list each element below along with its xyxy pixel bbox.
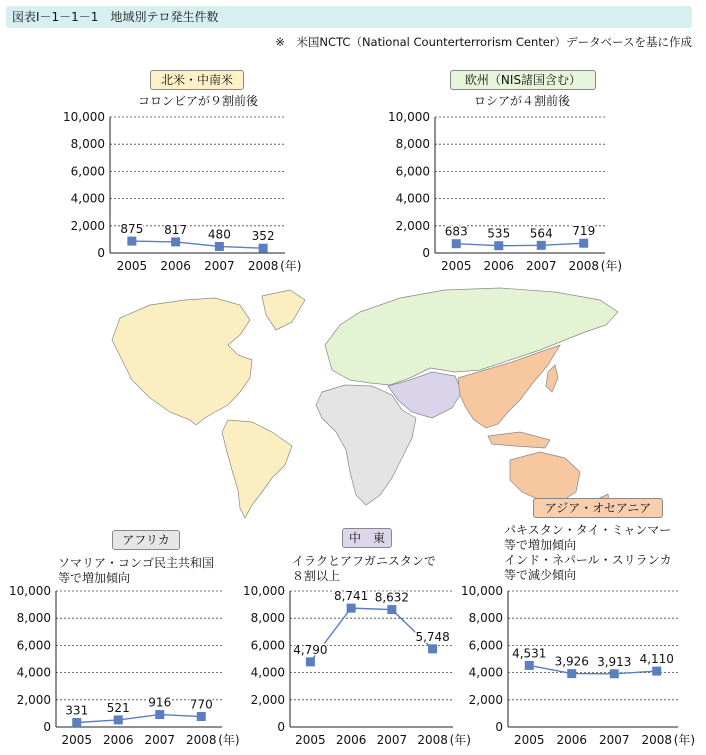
y-tick-label: 2,000 [468, 692, 503, 707]
data-label: 331 [65, 703, 89, 718]
x-tick-label: 2005 [440, 259, 472, 273]
x-tick-label: 2006 [483, 259, 515, 273]
data-point [525, 661, 534, 670]
data-label: 5,748 [415, 629, 450, 644]
data-point [347, 604, 356, 613]
data-label: 564 [529, 226, 553, 241]
region-note-europe: ロシアが４割前後 [474, 94, 571, 108]
y-tick-label: 4,000 [16, 665, 51, 680]
x-tick-label: 2007 [144, 733, 176, 747]
y-tick-label: 2,000 [16, 692, 51, 707]
x-tick-label: 2007 [204, 259, 235, 273]
x-tick-label: 2005 [116, 259, 148, 273]
data-point [72, 718, 81, 727]
y-tick-label: 4,000 [395, 191, 430, 206]
x-axis-unit: (年) [449, 733, 471, 747]
y-tick-label: 2,000 [70, 218, 105, 233]
region-note-africa: ソマリア・コンゴ民主共和国 等で増加傾向 [58, 556, 215, 585]
data-point [387, 605, 396, 614]
figure-title: 図表Ⅰ－1－1－1 地域別テロ発生件数 [6, 6, 692, 28]
x-tick-label: 2007 [376, 733, 408, 747]
data-label: 3,926 [554, 654, 589, 669]
data-label: 817 [164, 222, 188, 237]
y-tick-label: 10,000 [243, 584, 285, 598]
data-label: 480 [207, 227, 231, 242]
y-tick-label: 0 [277, 720, 285, 734]
data-point [567, 669, 576, 678]
x-tick-label: 2007 [598, 733, 630, 747]
data-label: 4,790 [293, 642, 328, 657]
x-tick-label: 2005 [61, 733, 93, 747]
y-tick-label: 4,000 [70, 191, 105, 206]
data-label: 4,110 [639, 652, 674, 667]
data-point [652, 667, 661, 676]
region-note-asia-oceania: パキスタン・タイ・ミャンマー 等で増加傾向 インド・ネパール・スリランカ 等で減少傾向 [504, 523, 672, 582]
x-tick-label: 2008 [185, 733, 217, 747]
y-tick-label: 10,000 [63, 110, 105, 124]
data-point [155, 710, 164, 719]
y-tick-label: 6,000 [395, 164, 430, 179]
data-point [428, 644, 437, 653]
data-point [259, 244, 268, 253]
data-label: 352 [251, 229, 275, 244]
x-tick-label: 2008 [641, 733, 673, 747]
y-tick-label: 8,000 [70, 137, 105, 152]
data-point [579, 239, 588, 248]
y-tick-label: 6,000 [468, 638, 503, 653]
y-tick-label: 0 [43, 720, 51, 734]
region-note-north-america: コロンビアが９割前後 [138, 94, 259, 108]
y-tick-label: 6,000 [70, 164, 105, 179]
region-label-africa: アフリカ [112, 530, 180, 550]
y-tick-label: 6,000 [16, 638, 51, 653]
x-axis-unit: (年) [600, 259, 623, 273]
x-tick-label: 2008 [247, 259, 279, 273]
source-note: ※ 米国NCTC（National Counterterrorism Center）データベースを基に作成 [275, 35, 692, 49]
y-tick-label: 2,000 [250, 692, 285, 707]
x-tick-label: 2006 [102, 733, 134, 747]
series-line [456, 243, 584, 246]
y-tick-label: 0 [97, 246, 105, 260]
data-label: 916 [148, 695, 172, 710]
y-tick-label: 10,000 [388, 110, 430, 124]
x-axis-unit: (年) [280, 259, 302, 273]
x-tick-label: 2008 [417, 733, 448, 747]
x-tick-label: 2008 [568, 259, 600, 273]
data-label: 683 [444, 224, 468, 239]
data-label: 521 [106, 700, 130, 715]
x-axis-unit: (年) [673, 733, 696, 747]
region-label-asia-oceania: アジア・オセアニア [533, 498, 663, 518]
data-label: 719 [572, 224, 596, 239]
y-tick-label: 2,000 [395, 218, 430, 233]
x-tick-label: 2005 [295, 733, 326, 747]
y-tick-label: 6,000 [250, 638, 285, 653]
x-tick-label: 2006 [556, 733, 588, 747]
y-tick-label: 0 [422, 246, 430, 260]
y-tick-label: 8,000 [468, 611, 503, 626]
data-point [537, 241, 546, 250]
x-tick-label: 2006 [160, 259, 191, 273]
region-label-north-america: 北米・中南米 [150, 70, 244, 90]
y-tick-label: 4,000 [250, 665, 285, 680]
x-tick-label: 2006 [335, 733, 367, 747]
series-line [132, 241, 263, 248]
y-tick-label: 8,000 [395, 137, 430, 152]
data-label: 8,741 [333, 589, 369, 604]
data-point [306, 657, 315, 666]
region-label-middle-east: 中 東 [342, 528, 392, 548]
data-label: 4,531 [512, 646, 547, 661]
data-label: 535 [487, 226, 511, 241]
y-tick-label: 0 [495, 720, 503, 734]
data-point [610, 669, 619, 678]
data-point [127, 237, 136, 246]
y-tick-label: 10,000 [9, 584, 51, 598]
region-label-europe: 欧州（NIS諸国含む） [450, 70, 596, 90]
data-label: 8,632 [374, 590, 410, 605]
series-line [310, 608, 432, 662]
data-point [114, 715, 123, 724]
y-tick-label: 8,000 [250, 611, 285, 626]
data-point [171, 237, 180, 246]
data-point [197, 712, 206, 721]
y-tick-label: 10,000 [461, 584, 503, 598]
x-axis-unit: (年) [218, 733, 240, 747]
y-tick-label: 8,000 [16, 611, 51, 626]
data-point [494, 241, 503, 250]
series-line [77, 715, 202, 723]
x-tick-label: 2007 [525, 259, 557, 273]
data-label: 3,913 [597, 654, 632, 669]
region-note-middle-east: イラクとアフガニスタンで ８割以上 [292, 554, 436, 583]
x-tick-label: 2005 [513, 733, 545, 747]
data-label: 875 [120, 222, 144, 237]
y-tick-label: 4,000 [468, 665, 503, 680]
data-point [215, 242, 224, 251]
data-point [452, 239, 461, 248]
data-label: 770 [189, 697, 213, 712]
